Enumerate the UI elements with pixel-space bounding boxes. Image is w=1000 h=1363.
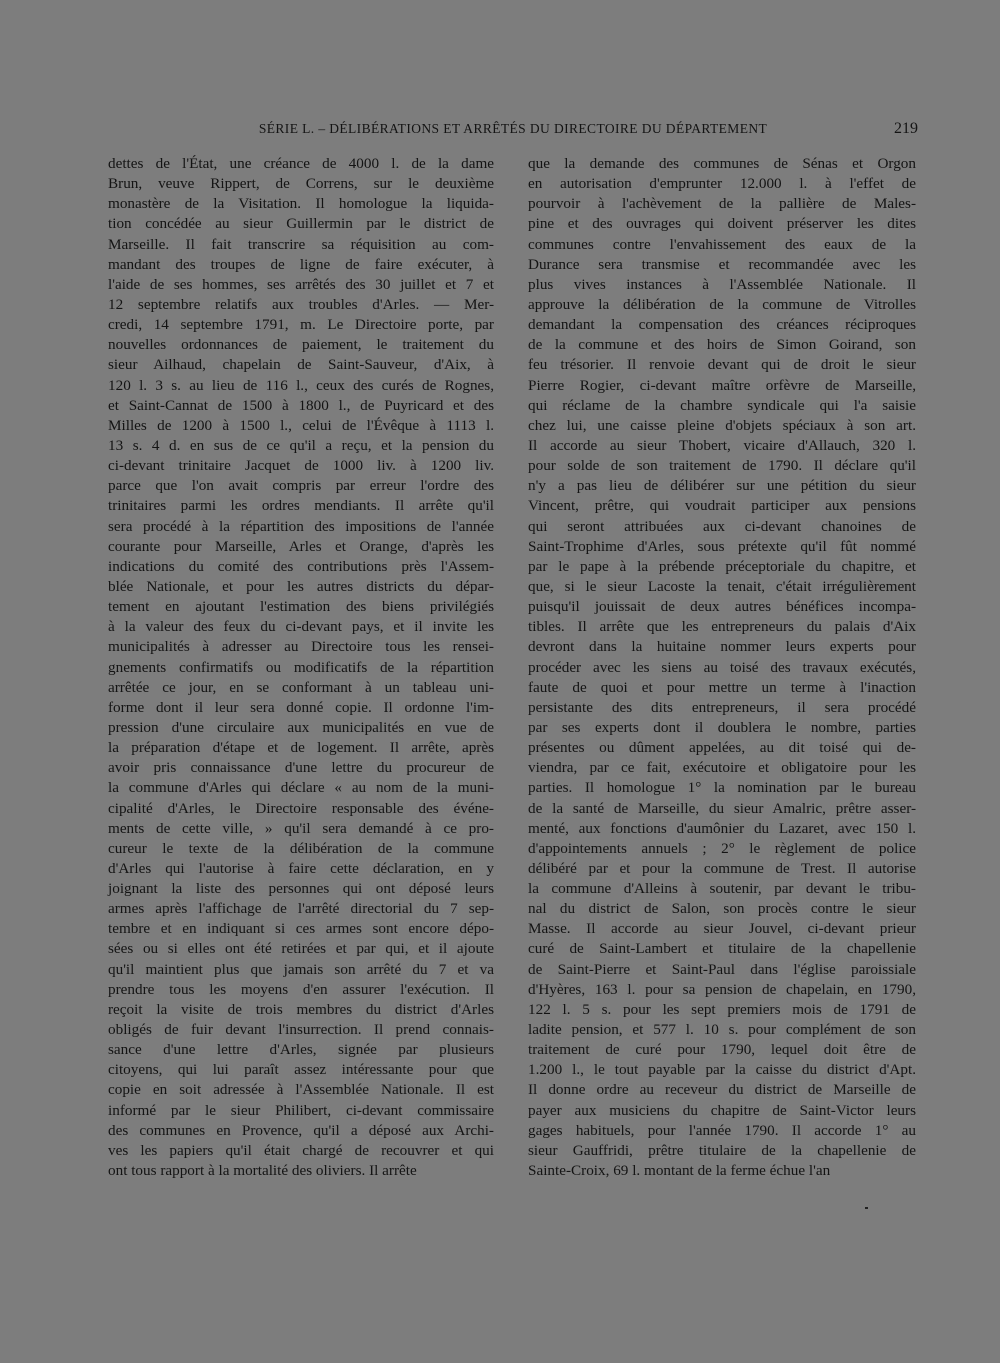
- text-line: en autorisation d'emprunter 12.000 l. à l'effet de: [528, 175, 916, 193]
- text-line: que la demande des communes de Sénas et Orgon: [528, 155, 916, 172]
- text-line: obligés de fuir devant l'insurrection. Il prend connais-: [108, 1021, 494, 1039]
- text-line: sieur Ailhaud, chapelain de Saint-Sauveur, d'Aix, à: [108, 356, 494, 374]
- text-line: sieur Gauffridi, prêtre titulaire de la chapellenie de: [528, 1141, 916, 1159]
- text-line: sées ou si elles ont été retirées et par qui, et il ajoute: [108, 940, 494, 958]
- text-line: la préparation d'étape et de logement. Il arrête, après: [108, 739, 494, 757]
- text-line: municipalités à adresser au Directoire tous les rensei-: [108, 638, 494, 656]
- text-line: par le pape à la prébende préceptoriale du chapitre, et: [528, 557, 916, 575]
- text-line: d'Hyères, 163 l. pour sa pension de chapelain, en 1790,: [528, 980, 916, 998]
- text-line: payer aux musiciens du chapitre de Saint-Victor leurs: [528, 1101, 916, 1119]
- text-line: qui réclame de la chambre syndicale qui l'a saisie: [528, 396, 916, 414]
- text-line: feu trésorier. Il renvoie devant qui de droit le sieur: [528, 356, 916, 374]
- text-line: trinitaires parmi les ordres mendiants. Il arrête qu'il: [108, 497, 494, 515]
- text-line: 120 l. 3 s. au lieu de 116 l., ceux des curés de Rognes,: [108, 376, 494, 394]
- text-line: la commune d'Arles qui déclare « au nom de la muni-: [108, 779, 494, 797]
- text-line: traitement de curé pour 1790, lequel doit être de: [528, 1041, 916, 1059]
- text-line: ont tous rapport à la mortalité des oliviers. Il arrête: [108, 1162, 417, 1180]
- text-line: 13 s. 4 d. en sus de ce qu'il a reçu, et la pension du: [108, 436, 494, 454]
- text-line: et Saint-Cannat de 1500 à 1800 l., de Puyricard et des: [108, 396, 494, 414]
- text-line: courante pour Marseille, Arles et Orange, d'après les: [108, 537, 494, 555]
- text-line: blée Nationale, et pour les autres districts du dépar-: [108, 577, 494, 595]
- text-line: de la commune et des hoirs de Simon Goirand, son: [528, 336, 916, 354]
- text-line: des communes en Provence, qu'il a déposé aux Archi-: [108, 1121, 494, 1139]
- text-line: devront dans la huitaine nommer leurs experts pour: [528, 638, 916, 656]
- text-line: pine et des ouvrages qui doivent préserver les dites: [528, 215, 916, 233]
- text-line: chez lui, une caisse pleine d'objets spéciaux à son art.: [528, 416, 916, 434]
- text-line: reçoit la visite de trois membres du district d'Arles: [108, 1000, 494, 1018]
- text-line: plus vives instances à l'Assemblée Nationale. Il: [528, 275, 916, 293]
- text-line: 122 l. 5 s. pour les sept premiers mois de 1791 de: [528, 1000, 916, 1018]
- left-text-column: [108, 154, 494, 1181]
- text-line: qu'il maintient plus que jamais son arrêté du 7 et va: [108, 960, 494, 978]
- text-line: Brun, veuve Rippert, de Correns, sur le deuxième: [108, 175, 494, 193]
- text-line: Masse. Il accorde au sieur Jouvel, ci-devant prieur: [528, 920, 916, 938]
- text-line: faute de quoi et pour mettre un terme à l'inaction: [528, 678, 916, 696]
- right-text-column: [528, 154, 916, 1181]
- text-line: tibles. Il arrête que les entrepreneurs du palais d'Aix: [528, 618, 916, 636]
- ink-speck: [865, 1207, 868, 1209]
- text-line: délibéré par et pour la commune de Trest. Il autorise: [528, 859, 916, 877]
- text-line: 1.200 l., le tout payable par la caisse du district d'Apt.: [528, 1061, 916, 1079]
- text-line: demandant la compensation des créances réciproques: [528, 316, 916, 334]
- text-line: mandant des troupes de ligne de faire exécuter, à: [108, 255, 494, 273]
- text-line: cipalité d'Arles, le Directoire responsable des événe-: [108, 799, 494, 817]
- text-line: n'y a pas lieu de délibérer sur une pétition du sieur: [528, 477, 916, 495]
- running-head: SÉRIE L. – DÉLIBÉRATIONS ET ARRÊTÉS DU DIRECTOIRE DU DÉPARTEMENT: [258, 121, 768, 136]
- text-line: tembre et en indiquant si ces armes sont encore dépo-: [108, 920, 494, 938]
- text-line: qui seront attribuées aux ci-devant chanoines de: [528, 517, 916, 535]
- text-line: sera procédé à la répartition des impositions de l'année: [108, 517, 494, 535]
- text-line: Pierre Rogier, ci-devant maître orfèvre de Marseille,: [528, 376, 916, 394]
- text-line: viendra, par ce fait, exécutoire et obligatoire pour les: [528, 759, 916, 777]
- page-header: [108, 121, 918, 143]
- text-line: pression d'une circulaire aux municipalités en vue de: [108, 718, 494, 736]
- text-line: nouvelles ordonnances de paiement, le traitement du: [108, 336, 494, 354]
- text-line: ments de cette ville, » qu'il sera demandé à ce pro-: [108, 819, 494, 837]
- text-line: dettes de l'État, une créance de 4000 l. de la dame: [108, 155, 494, 172]
- text-line: menté, aux fonctions d'aumônier du Lazaret, avec 150 l.: [528, 819, 916, 837]
- text-line: copie en soit adressée à l'Assemblée Nationale. Il est: [108, 1081, 494, 1099]
- text-line: la commune d'Alleins à soutenir, par devant le tribu-: [528, 880, 916, 898]
- text-line: ves les papiers qu'il était chargé de recouvrer et qui: [108, 1141, 494, 1159]
- text-line: Il accorde au sieur Thobert, vicaire d'Allauch, 320 l.: [528, 436, 916, 454]
- text-line: d'Arles qui l'autorise à faire cette déclaration, en y: [108, 859, 494, 877]
- text-line: parce que l'on avait compris par erreur l'ordre des: [108, 477, 494, 495]
- text-line: ladite pension, et 577 l. 10 s. pour complément de son: [528, 1021, 916, 1039]
- text-line: parties. Il homologue 1° la nomination par le bureau: [528, 779, 916, 797]
- text-line: tement en ajoutant l'estimation des biens privilégiés: [108, 598, 494, 616]
- text-line: armes après l'affichage de l'arrêté directorial du 7 sep-: [108, 900, 494, 918]
- text-line: prendre tous les moyens d'en assurer l'exécution. Il: [108, 980, 494, 998]
- text-line: de Saint-Pierre et Saint-Paul dans l'église paroissiale: [528, 960, 916, 978]
- text-line: tion concédée au sieur Guillermin par le district de: [108, 215, 494, 233]
- text-line: procéder avec les siens au toisé des travaux exécutés,: [528, 658, 916, 676]
- text-line: Durance sera transmise et recommandée avec les: [528, 255, 916, 273]
- text-line: informé par le sieur Philibert, ci-devant commissaire: [108, 1101, 494, 1119]
- text-line: cureur le texte de la délibération de la commune: [108, 839, 494, 857]
- text-line: que, si le sieur Lacoste la tenait, c'était irrégulièrement: [528, 577, 916, 595]
- text-line: par ses experts dont il doublera le nombre, parties: [528, 718, 916, 736]
- text-line: Milles de 1200 à 1500 l., celui de l'Évêque à 1113 l.: [108, 416, 494, 434]
- page-number: 219: [894, 120, 918, 137]
- text-line: credi, 14 septembre 1791, m. Le Directoire porte, par: [108, 316, 494, 334]
- text-line: citoyens, qui lui paraît assez intéressante pour que: [108, 1061, 494, 1079]
- text-line: sance d'une lettre d'Arles, signée par plusieurs: [108, 1041, 494, 1059]
- text-line: arrêtée ce jour, en se conformant à un tableau uni-: [108, 678, 494, 696]
- text-line: Saint-Trophime d'Arles, sous prétexte qu'il fût nommé: [528, 537, 916, 555]
- text-line: 12 septembre relatifs aux troubles d'Arles. — Mer-: [108, 295, 494, 313]
- text-line: à la valeur des feux du ci-devant pays, et il invite les: [108, 618, 494, 636]
- text-line: pourvoir à l'achèvement de la pallière de Males-: [528, 195, 916, 213]
- text-line: Vincent, prêtre, qui voudrait participer aux pensions: [528, 497, 916, 515]
- text-line: Sainte-Croix, 69 l. montant de la ferme échue l'an: [528, 1162, 831, 1180]
- text-line: gages habituels, pour l'année 1790. Il accorde 1° au: [528, 1121, 916, 1139]
- text-line: persistante des dits entrepreneurs, il sera procédé: [528, 698, 916, 716]
- text-line: présentes ou dûment appelées, au dit toisé qui de-: [528, 739, 916, 757]
- text-line: forme dont il leur sera donné copie. Il ordonne l'im-: [108, 698, 494, 716]
- text-line: indications du comité des contributions près l'Assem-: [108, 557, 494, 575]
- text-line: pour solde de son traitement de 1790. Il déclare qu'il: [528, 457, 916, 475]
- text-line: gnements confirmatifs ou modificatifs de la répartition: [108, 658, 494, 676]
- text-line: curé de Saint-Lambert et titulaire de la chapellenie: [528, 940, 916, 958]
- text-line: de la santé de Marseille, du sieur Amalric, prêtre asser-: [528, 799, 916, 817]
- text-line: puisqu'il jouissait de deux autres bénéfices incompa-: [528, 598, 916, 616]
- text-line: joignant la liste des personnes qui ont déposé leurs: [108, 880, 494, 898]
- text-line: Marseille. Il fait transcrire sa réquisition au com-: [108, 235, 494, 253]
- text-line: avoir pris connaissance d'une lettre du procureur de: [108, 759, 494, 777]
- text-line: approuve la délibération de la commune de Vitrolles: [528, 295, 916, 313]
- text-line: nal du district de Salon, son procès contre le sieur: [528, 900, 916, 918]
- text-line: Il donne ordre au receveur du district de Marseille de: [528, 1081, 916, 1099]
- text-line: communes contre l'envahissement des eaux de la: [528, 235, 916, 253]
- text-line: d'appointements annuels ; 2° le règlement de police: [528, 839, 916, 857]
- text-line: monastère de la Visitation. Il homologue la liquida-: [108, 195, 494, 213]
- text-line: l'aide de ses hommes, ses arrêtés des 30 juillet et 7 et: [108, 275, 494, 293]
- text-line: ci-devant trinitaire Jacquet de 1000 liv. à 1200 liv.: [108, 457, 494, 475]
